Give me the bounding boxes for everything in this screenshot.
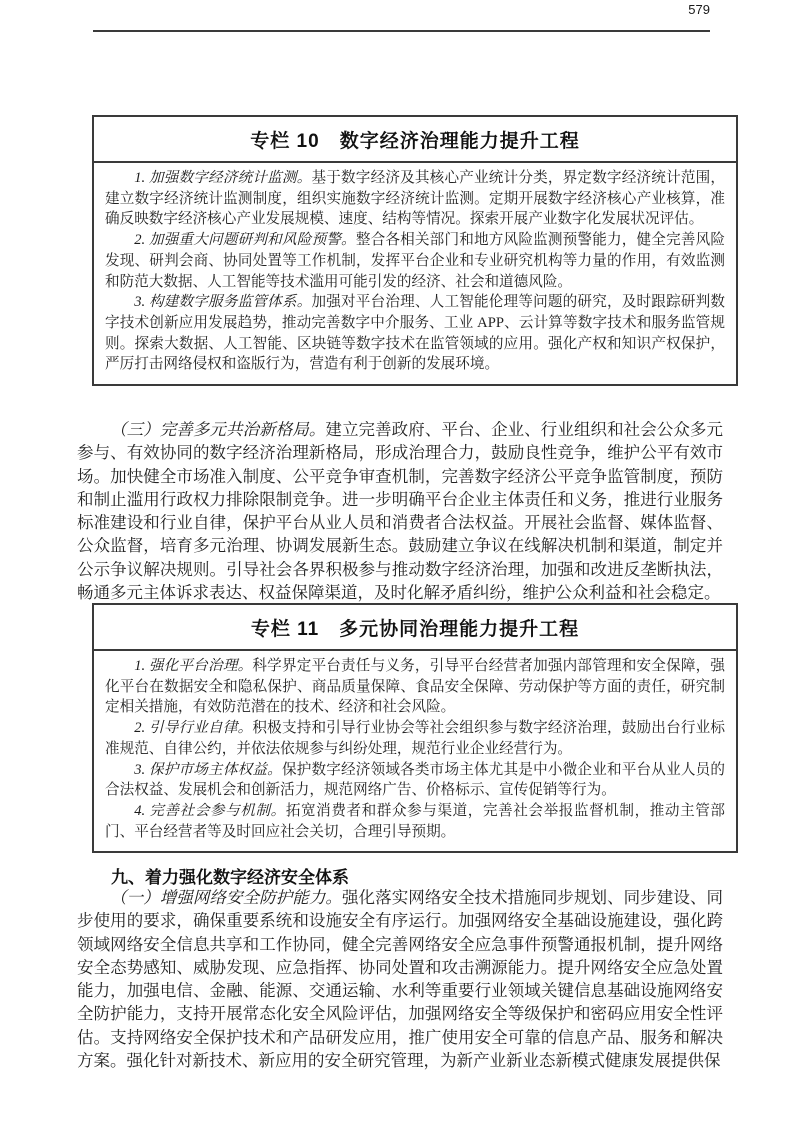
body-paragraph-3 — [77, 418, 723, 604]
paragraph-lead: 2. 加强重大问题研判和风险预警。 — [134, 232, 356, 249]
box-paragraph — [105, 168, 725, 230]
box-11-title: 专栏 11 多元协同治理能力提升工程 — [94, 605, 736, 651]
paragraph-lead: 4. 完善社会参与机制。 — [134, 802, 286, 819]
paragraph-text: 科学界定平台责任与义务，引导平台经营者加强内部管理和安全保障，强化平台在数据安全和隐私保护、商品质量保障、食品安全保障、劳动保护等方面的责任，研究制定相关措施，有效防范潜在的技术、经济和社会风险。 — [105, 658, 725, 716]
paragraph-lead: （三）完善多元共治新格局。 — [110, 420, 326, 439]
paragraph-lead: 1. 加强数字经济统计监测。 — [134, 170, 312, 186]
page-number: 579 — [688, 2, 710, 17]
paragraph-text: 加强对平台治理、人工智能伦理等问题的研究，及时跟踪研判数字技术创新应用发展趋势，推动完善数字中介服务、工业 APP、云计算等数字技术和服务监管规则。探索大数据、人工智能、区块链等数字技术在监管领域的应用。强化产权和知识产权保护，严厉打击网络侵权和盗版行为，营造有利于创新的发展环境。 — [105, 294, 725, 373]
box-paragraph — [105, 760, 725, 801]
box-paragraph — [105, 801, 725, 842]
paragraph-text: 整合各相关部门和地方风险监测预警能力，健全完善风险发现、研判会商、协同处置等工作机制，发挥平台企业和专业研究机构等力量的作用，有效监测和防范大数据、人工智能等技术滥用可能引发的经济、社会和道德风险。 — [105, 232, 725, 290]
paragraph-text: 基于数字经济及其核心产业统计分类，界定数字经济统计范围，建立数字经济统计监测制度，组织实施数字经济统计监测。定期开展数字经济核心产业核算，准确反映数字经济核心产业发展规模、速度、结构等情况。探索开展产业数字化发展状况评估。 — [105, 170, 725, 228]
box-10-body — [94, 163, 736, 384]
paragraph-lead: 3. 构建数字服务监管体系。 — [134, 294, 312, 311]
body-paragraph-1 — [77, 886, 723, 1072]
body-paragraph — [77, 886, 723, 1072]
box-paragraph — [105, 230, 725, 292]
header-rule — [93, 30, 710, 32]
box-paragraph — [105, 292, 725, 375]
paragraph-lead: 2. 引导行业自律。 — [134, 720, 253, 737]
box-11-body — [94, 651, 736, 851]
panel-box-10 — [92, 115, 738, 386]
paragraph-text: 强化落实网络安全技术措施同步规划、同步建设、同步使用的要求，确保重要系统和设施安全有序运行。加强网络安全基础设施建设，强化跨领域网络安全信息共享和工作协同，健全完善网络安全应急事件预警通报机制，提升网络安全态势感知、威胁发现、应急指挥、协同处置和攻击溯源能力。提升网络安全应急处置能力，加强电信、金融、能源、交通运输、水利等重要行业领域关键信息基础设施网络安全防护能力，支持开展常态化安全风险评估，加强网络安全等级保护和密码应用安全性评估。支持网络安全保护技术和产品研发应用，推广使用安全可靠的信息产品、服务和解决方案。强化针对新技术、新应用的安全研究管理，为新产业新业态新模式健康发展提供保 — [77, 888, 724, 1071]
body-paragraph — [77, 418, 723, 604]
paragraph-lead: （一）增强网络安全防护能力。 — [110, 888, 342, 907]
paragraph-lead: 1. 强化平台治理。 — [134, 658, 253, 674]
paragraph-lead: 3. 保护市场主体权益。 — [134, 761, 282, 778]
section-heading: 九、着力强化数字经济安全体系 — [111, 868, 349, 887]
box-10-title: 专栏 10 数字经济治理能力提升工程 — [94, 117, 736, 163]
paragraph-text: 积极支持和引导行业协会等社会组织参与数字经济治理，鼓励出台行业标准规范、自律公约，并依法依规参与纠纷处理，规范行业企业经营行为。 — [105, 720, 725, 757]
paragraph-text: 拓宽消费者和群众参与渠道，完善社会举报监督机制，推动主管部门、平台经营者等及时回应社会关切，合理引导预期。 — [105, 802, 725, 840]
panel-box-11 — [92, 603, 738, 853]
paragraph-text: 保护数字经济领域各类市场主体尤其是中小微企业和平台从业人员的合法权益、发展机会和创新活力，规范网络广告、价格标示、宣传促销等行为。 — [105, 761, 725, 799]
paragraph-text: 建立完善政府、平台、企业、行业组织和社会公众多元参与、有效协同的数字经济治理新格局，形成治理合力，鼓励良性竞争，维护公平有效市场。加快健全市场准入制度、公平竞争审查机制，完善数字经济公平竞争监管制度，预防和制止滥用行政权力排除限制竞争。进一步明确平台企业主体责任和义务，推进行业服务标准建设和行业自律，保护平台从业人员和消费者合法权益。开展社会监督、媒体监督、公众监督，培育多元治理、协调发展新生态。鼓励建立争议在线解决机制和渠道，制定并公示争议解决规则。引导社会各界积极参与推动数字经济治理，加强和改进反垄断执法，畅通多元主体诉求表达、权益保障渠道，及时化解矛盾纠纷，维护公众利益和社会稳定。 — [77, 420, 724, 603]
box-paragraph — [105, 718, 725, 759]
box-paragraph — [105, 656, 725, 718]
